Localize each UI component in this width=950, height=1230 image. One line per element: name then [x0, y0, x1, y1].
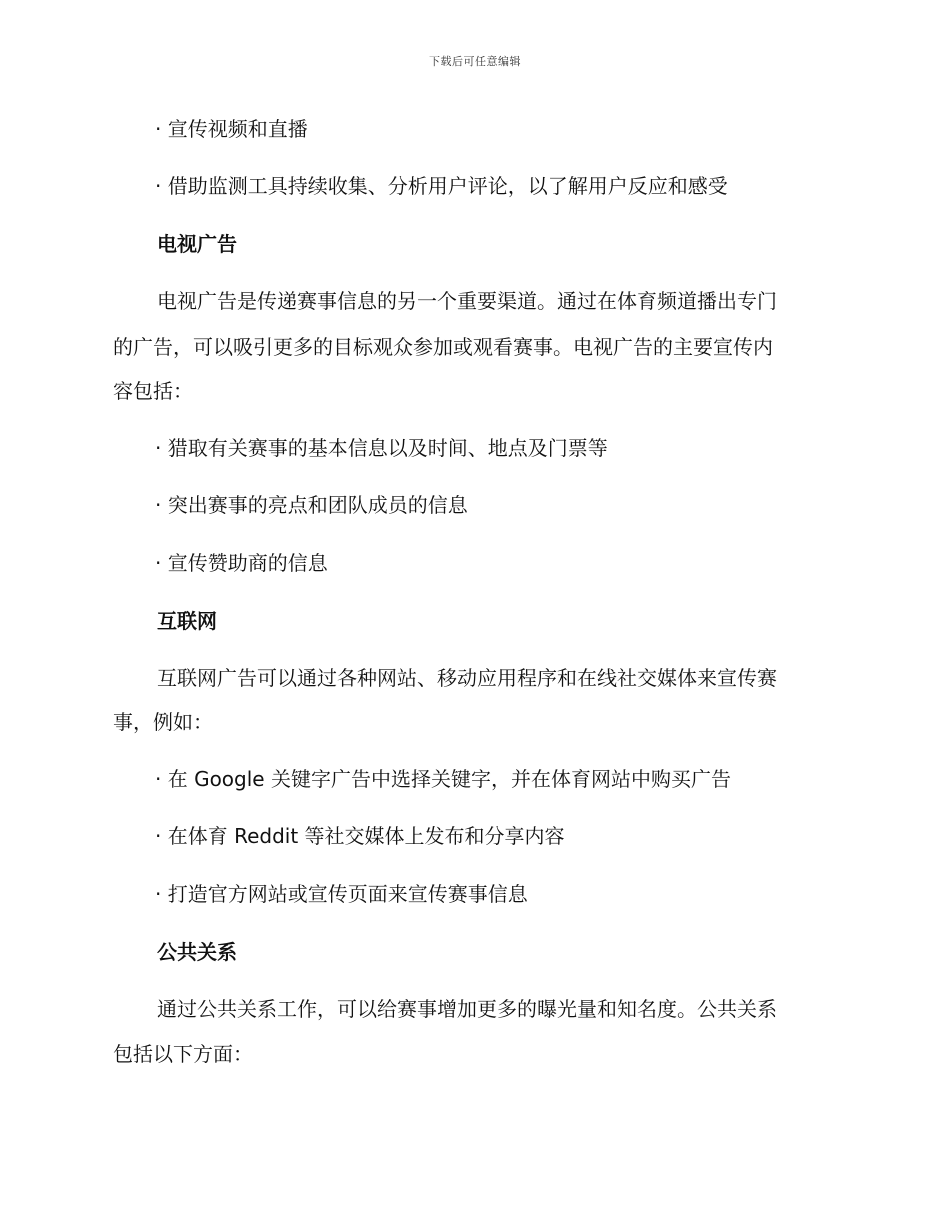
- section-heading-pr: 公共关系: [157, 940, 237, 964]
- paragraph-line: 互联网广告可以通过各种网站、移动应用程序和在线社交媒体来宣传赛: [157, 666, 777, 690]
- bullet-item: · 宣传视频和直播: [155, 117, 308, 141]
- page-header: 下载后可任意编辑: [429, 55, 521, 68]
- section-heading-tv: 电视广告: [157, 232, 237, 256]
- bullet-item: · 宣传赞助商的信息: [155, 551, 328, 575]
- paragraph-line: 包括以下方面：: [113, 1042, 253, 1066]
- paragraph-line: 通过公共关系工作，可以给赛事增加更多的曝光量和知名度。公共关系: [157, 997, 777, 1021]
- paragraph-line: 容包括：: [113, 379, 193, 403]
- paragraph-line: 事，例如：: [113, 710, 213, 734]
- bullet-item: · 突出赛事的亮点和团队成员的信息: [155, 493, 468, 517]
- section-heading-internet: 互联网: [157, 609, 217, 633]
- paragraph-line: 的广告，可以吸引更多的目标观众参加或观看赛事。电视广告的主要宣传内: [113, 335, 773, 359]
- paragraph-line: 电视广告是传递赛事信息的另一个重要渠道。通过在体育频道播出专门: [157, 289, 777, 313]
- bullet-item: · 在 Google 关键字广告中选择关键字，并在体育网站中购买广告: [155, 767, 731, 791]
- bullet-item: · 借助监测工具持续收集、分析用户评论，以了解用户反应和感受: [155, 174, 728, 198]
- bullet-item: · 猎取有关赛事的基本信息以及时间、地点及门票等: [155, 436, 608, 460]
- bullet-item: · 打造官方网站或宣传页面来宣传赛事信息: [155, 882, 528, 906]
- bullet-item: · 在体育 Reddit 等社交媒体上发布和分享内容: [155, 824, 565, 848]
